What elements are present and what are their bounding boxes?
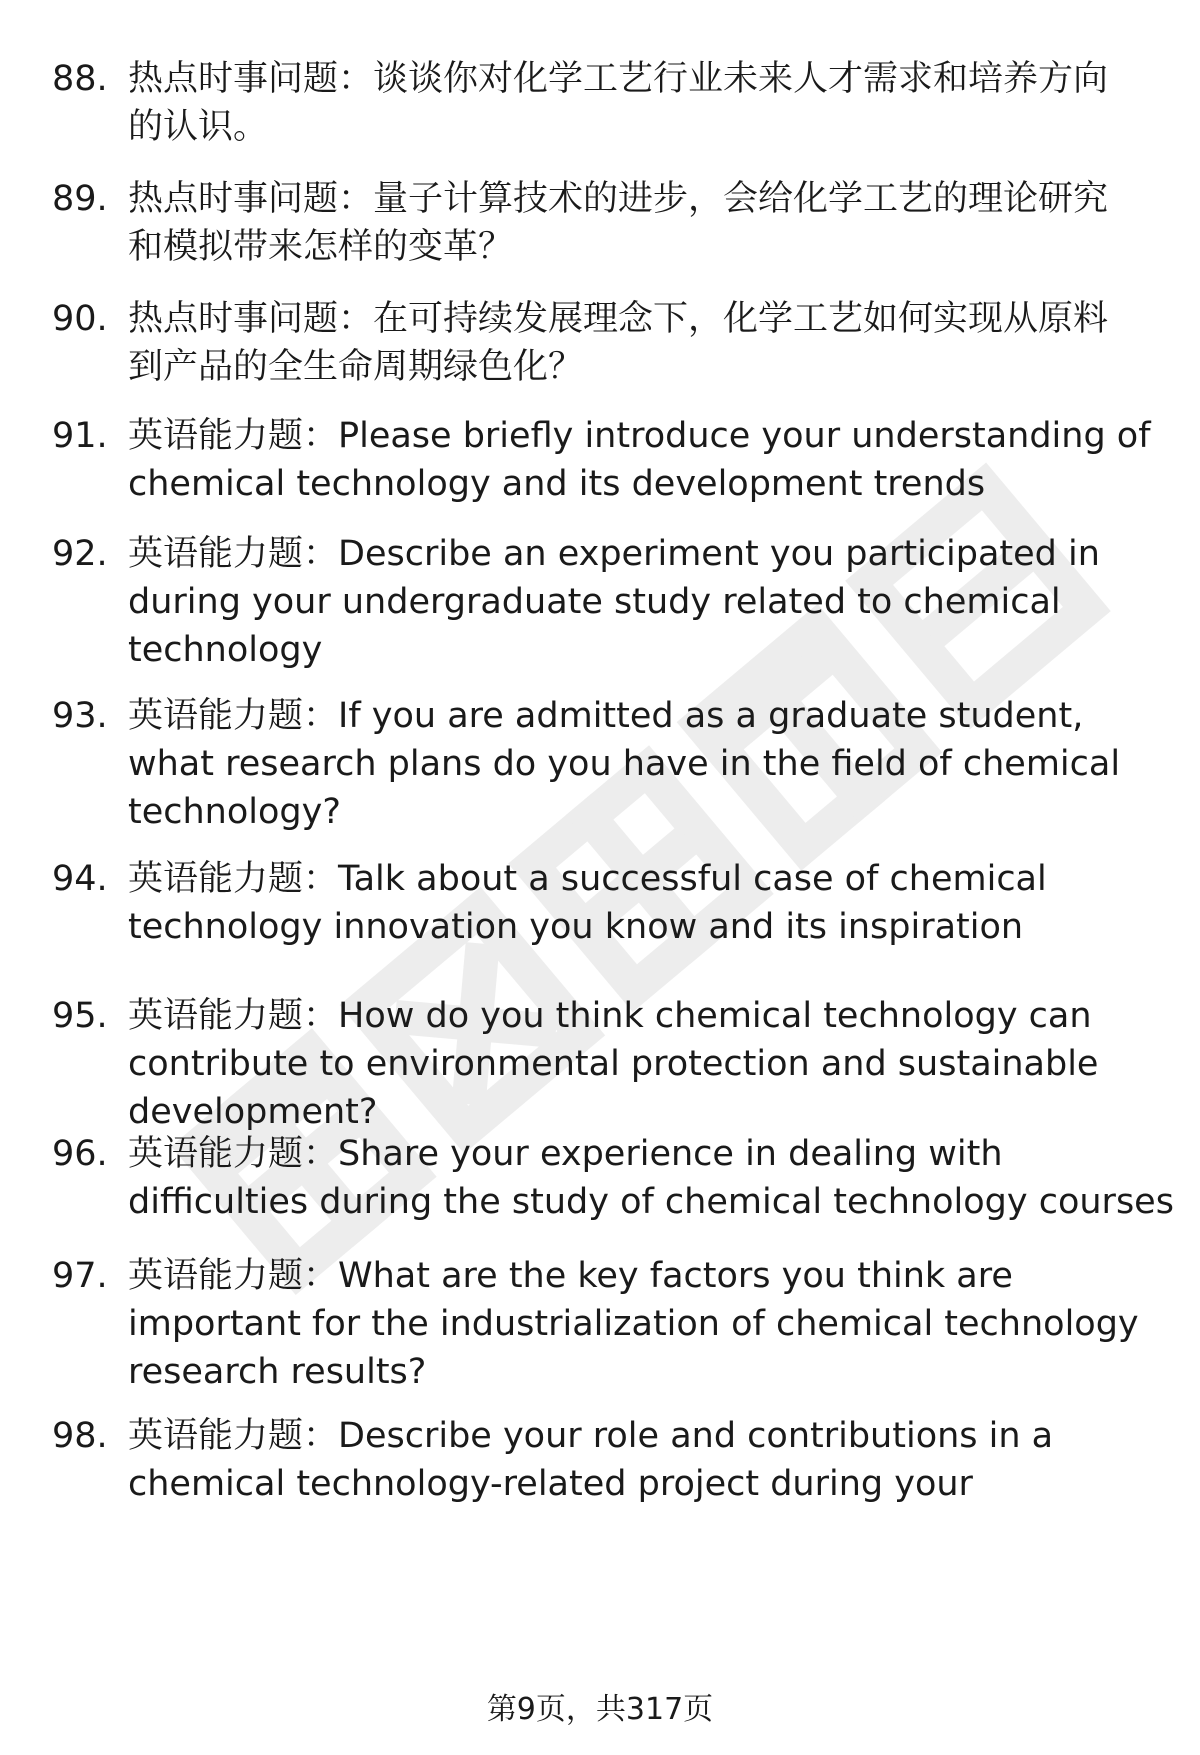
question-text xyxy=(128,992,1158,1136)
question-number: 94. xyxy=(52,859,108,899)
question-text xyxy=(128,55,1158,151)
question-text-line: difficulties during the study of chemical technology courses xyxy=(128,1182,1174,1222)
page-footer xyxy=(0,1690,1200,1730)
question-text xyxy=(128,692,1158,836)
question-number: 88. xyxy=(52,59,108,99)
question-text-line: contribute to environmental protection and sustainable xyxy=(128,1044,1099,1084)
question-number: 95. xyxy=(52,996,108,1036)
question-number: 97. xyxy=(52,1256,108,1296)
question-number: 90. xyxy=(52,299,108,339)
question-text xyxy=(128,295,1158,391)
question-text xyxy=(128,175,1158,271)
question-text-line: technology xyxy=(128,630,323,670)
question-text-line: 热点时事问题：谈谈你对化学工艺行业未来人才需求和培养方向 xyxy=(128,59,1109,99)
question-text xyxy=(128,412,1158,508)
question-text-line: development? xyxy=(128,1092,378,1132)
question-text xyxy=(128,530,1158,674)
question-text-line: technology? xyxy=(128,792,341,832)
question-text-line: 英语能力题：Describe an experiment you participated in xyxy=(128,534,1100,574)
question-text xyxy=(128,1252,1158,1396)
question-text-line: 的认识。 xyxy=(128,107,269,147)
question-text-line: research results? xyxy=(128,1352,427,1392)
question-text-line: chemical technology and its development trends xyxy=(128,464,986,504)
question-text-line: 到产品的全生命周期绿色化？ xyxy=(128,347,584,387)
question-number: 98. xyxy=(52,1416,108,1456)
question-text-line: 英语能力题：What are the key factors you think are xyxy=(128,1256,1013,1296)
question-text-line: 英语能力题：Describe your role and contributions in a xyxy=(128,1416,1054,1456)
question-text-line: 英语能力题：Please briefly introduce your understanding of xyxy=(128,416,1151,456)
question-text-line: 和模拟带来怎样的变革？ xyxy=(128,227,514,267)
question-text-line: technology innovation you know and its inspiration xyxy=(128,907,1024,947)
question-number: 93. xyxy=(52,696,108,736)
question-text-line: 英语能力题：Talk about a successful case of chemical xyxy=(128,859,1047,899)
question-number: 89. xyxy=(52,179,108,219)
question-number: 92. xyxy=(52,534,108,574)
question-text-line: during your undergraduate study related to chemical xyxy=(128,582,1061,622)
question-text-line: 热点时事问题：量子计算技术的进步，会给化学工艺的理论研究 xyxy=(128,179,1109,219)
question-text-line: 热点时事问题：在可持续发展理念下，化学工艺如何实现从原料 xyxy=(128,299,1109,339)
question-number: 91. xyxy=(52,416,108,456)
question-text-line: chemical technology-related project during your xyxy=(128,1464,973,1504)
question-text xyxy=(128,1412,1158,1508)
question-text xyxy=(128,855,1158,951)
question-text xyxy=(128,1130,1174,1226)
question-text-line: what research plans do you have in the field of chemical xyxy=(128,744,1121,784)
page-number-text: 第9页，共317页 xyxy=(486,1692,714,1727)
question-text-line: 英语能力题：How do you think chemical technology can xyxy=(128,996,1092,1036)
question-number: 96. xyxy=(52,1134,108,1174)
question-text-line: important for the industrialization of chemical technology xyxy=(128,1304,1139,1344)
question-text-line: 英语能力题：If you are admitted as a graduate student, xyxy=(128,696,1084,736)
question-text-line: 英语能力题：Share your experience in dealing with xyxy=(128,1134,1003,1174)
